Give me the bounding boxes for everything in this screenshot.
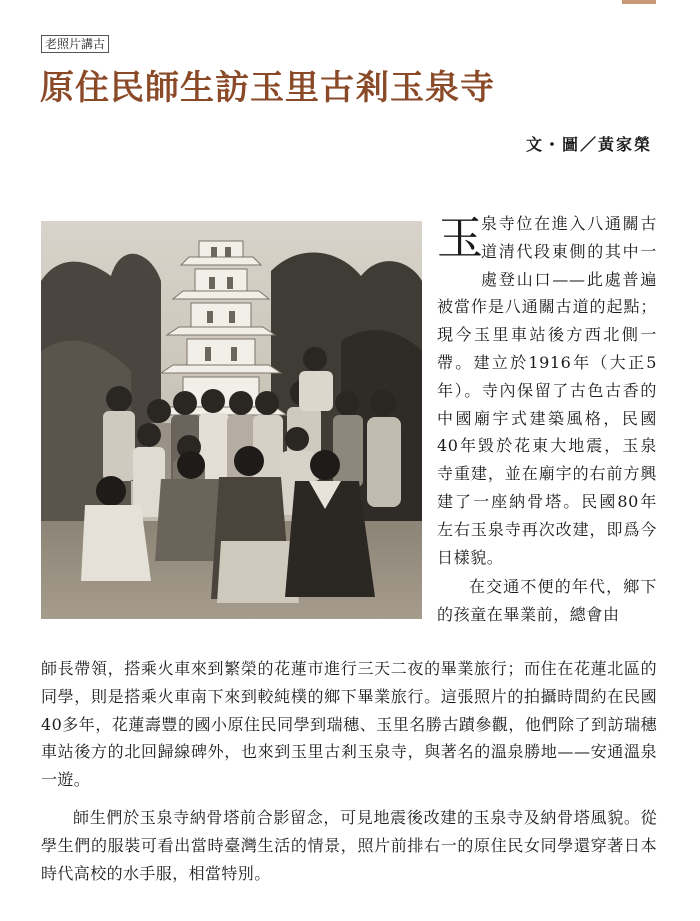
paragraph-2-continued: 師長帶領，搭乘火車來到繁榮的花蓮市進行三天二夜的畢業旅行；而住在花蓮北區的同學，則是搭乘火車南下來到較純樸的鄉下畢業旅行。這張照片的拍攝時間約在民國40多年，花蓮壽豐的國小原住民同學到瑞穗、玉里名勝古蹟參觀，他們除了到訪瑞穗車站後方的北回歸線碑外，也來到玉里古剎玉泉寺，與著名的溫泉勝地——安通溫泉一遊。 (41, 659, 657, 790)
full-width-text (41, 655, 657, 887)
historic-group-photo (41, 221, 422, 619)
byline: 文・圖／黃家榮 (525, 135, 652, 154)
side-column (437, 210, 657, 629)
column-tag: 老照片講古 (41, 35, 109, 53)
paragraph-1-text: 泉寺位在進入八通關古道清代段東側的其中一處登山口——此處普遍被當作是八通關古道的起點；現今玉里車站後方西北側一帶。建立於1916年（大正5年）。寺內保留了古色古香的中國廟宇式建築風格，民國40年毀於花東大地震，玉泉寺重建，並在廟宇的右前方興建了一座納骨塔。民國80年左右玉泉寺再次改建，即爲今日樣貌。 (437, 214, 657, 567)
paragraph-2-start: 在交通不便的年代，鄉下的孩童在畢業前，總會由 (437, 577, 657, 625)
paragraph-3: 師生們於玉泉寺納骨塔前合影留念，可見地震後改建的玉泉寺及納骨塔風貌。從學生們的服裝可看出當時臺灣生活的情景，照片前排右一的原住民女同學還穿著日本時代高校的水手服，相當特別。 (41, 807, 657, 883)
top-accent-bar (622, 0, 656, 4)
article-title: 原住民師生訪玉里古剎玉泉寺 (40, 68, 495, 108)
drop-cap: 玉 (437, 211, 484, 265)
paragraph-1 (437, 210, 657, 571)
